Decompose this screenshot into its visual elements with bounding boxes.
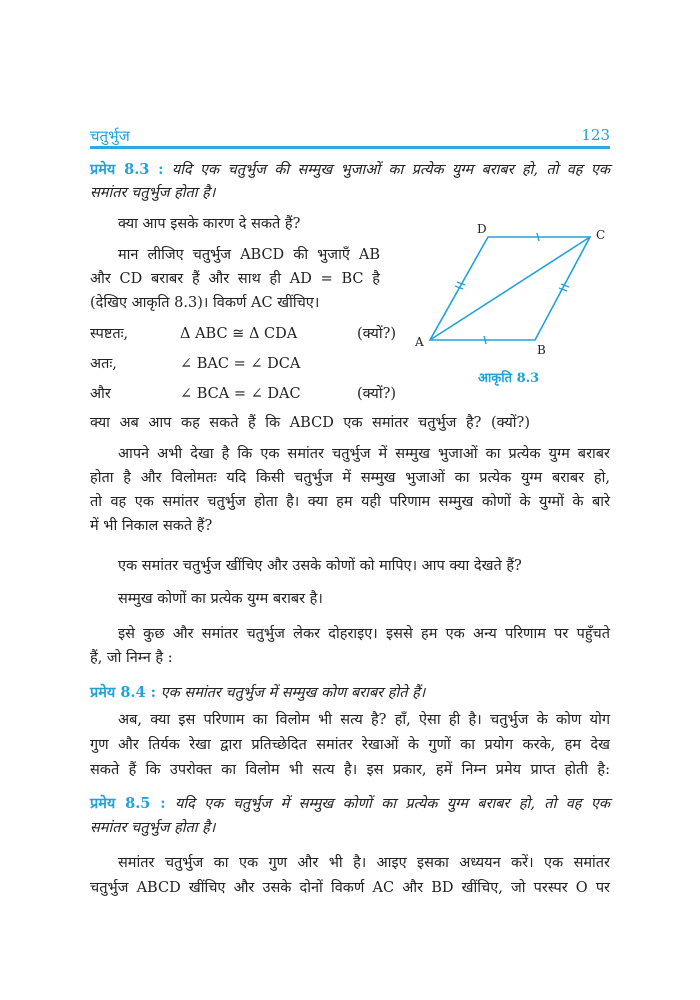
theorem-text: यदि एक चतुर्भुज में सम्मुख कोणों का प्रत्येक युग्म बराबर हो, तो वह एक — [174, 796, 610, 812]
vertex-label-c: C — [596, 228, 606, 242]
paragraph-line: तो वह एक समांतर चतुर्भुज होता है। क्या हम यही परिणाम सम्मुख कोणों के युग्मों के बारे — [90, 494, 610, 510]
paragraph-line: इसे कुछ और समांतर चतुर्भुज लेकर दोहराइए। इससे हम एक अन्य परिणाम पर पहुँचते — [118, 626, 610, 642]
theorem-8-4 — [90, 683, 425, 703]
paragraph-line: में भी निकाल सकते हैं? — [90, 518, 213, 534]
theorem-text: यदि एक चतुर्भुज की सम्मुख भुजाओं का प्रत्येक युग्म बराबर हो, तो वह एक — [171, 162, 610, 178]
paragraph-line: चतुर्भुज ABCD खींचिए और उसके दोनों विकर्ण AC और BD खींचिए, जो परस्पर O पर — [90, 880, 610, 896]
figure-caption: आकृति 8.3 — [478, 371, 540, 386]
paragraph-line: सकते हैं कि उपरोक्त का विलोम भी सत्य है। इस प्रकार, हमें निम्न प्रमेय प्राप्त होती है: — [90, 762, 610, 778]
question-line: क्या आप इसके कारण दे सकते हैं? — [118, 216, 301, 232]
page-header — [90, 126, 610, 148]
paragraph-line: होता है और विलोमतः यदि किसी चतुर्भुज में सम्मुख भुजाओं का प्रत्येक युग्म बराबर हो, — [90, 470, 610, 486]
proof-line-2: और CD बराबर हैं और साथ ही AD = BC है — [90, 271, 380, 287]
theorem-8-3 — [90, 160, 610, 180]
theorem-title: प्रमेय 8.5 : — [90, 795, 166, 812]
header-rule — [90, 146, 610, 149]
paragraph-line: अब, क्या इस परिणाम का विलोम भी सत्य है? हाँ, ऐसा ही है। चतुर्भुज के कोण योग — [118, 712, 610, 728]
paragraph-line: सम्मुख कोणों का प्रत्येक युग्म बराबर है। — [118, 591, 323, 607]
theorem-text: एक समांतर चतुर्भुज में सम्मुख कोण बराबर होते हैं। — [160, 685, 426, 701]
step-reason: (क्यों?) — [357, 386, 397, 402]
proof-line-3: (देखिए आकृति 8.3)। विकर्ण AC खींचिए। — [90, 295, 320, 311]
page-number: 123 — [581, 126, 610, 144]
paragraph-line: एक समांतर चतुर्भुज खींचिए और उसके कोणों को मापिए। आप क्या देखते हैं? — [118, 558, 522, 574]
tick-mark-ab — [484, 336, 486, 344]
vertex-label-b: B — [537, 343, 546, 357]
theorem-title: प्रमेय 8.4 : — [90, 684, 157, 701]
theorem-8-5 — [90, 794, 610, 814]
step-statement: Δ ABC ≅ Δ CDA — [180, 326, 298, 342]
paragraph-line: हैं, जो निम्न है : — [90, 650, 173, 666]
step-label: अतः, — [90, 356, 117, 372]
step-label: स्पष्टतः, — [90, 326, 129, 342]
diagonal-ac — [430, 237, 590, 340]
step-label: और — [90, 386, 111, 402]
theorem-title: प्रमेय 8.3 : — [90, 161, 164, 178]
paragraph-line: आपने अभी देखा है कि एक समांतर चतुर्भुज में सम्मुख भुजाओं का प्रत्येक युग्म बराबर — [118, 446, 610, 462]
paragraph-line: समांतर चतुर्भुज का एक गुण और भी है। आइए इसका अध्ययन करें। एक समांतर — [118, 855, 610, 871]
chapter-title: चतुर्भुज — [90, 127, 130, 145]
parallelogram-diagram — [405, 215, 615, 360]
step-statement: ∠ BCA = ∠ DAC — [180, 386, 301, 402]
step-statement: ∠ BAC = ∠ DCA — [180, 356, 301, 372]
vertex-label-d: D — [477, 222, 487, 236]
proof-line-1: मान लीजिए चतुर्भुज ABCD की भुजाएँ AB — [118, 247, 380, 263]
figure-8-3 — [405, 215, 615, 360]
proof-conclusion: क्या अब आप कह सकते हैं कि ABCD एक समांतर चतुर्भुज है? (क्यों?) — [90, 415, 530, 431]
vertex-label-a: A — [415, 335, 424, 349]
paragraph-line: गुण और तिर्यक रेखा द्वारा प्रतिच्छेदित समांतर रेखाओं के गुणों का प्रयोग करके, हम देख — [90, 737, 610, 753]
theorem-8-3-cont: समांतर चतुर्भुज होता है। — [90, 185, 216, 201]
step-reason: (क्यों?) — [357, 326, 397, 342]
theorem-8-5-cont: समांतर चतुर्भुज होता है। — [90, 820, 216, 836]
tick-mark-dc — [537, 233, 539, 241]
